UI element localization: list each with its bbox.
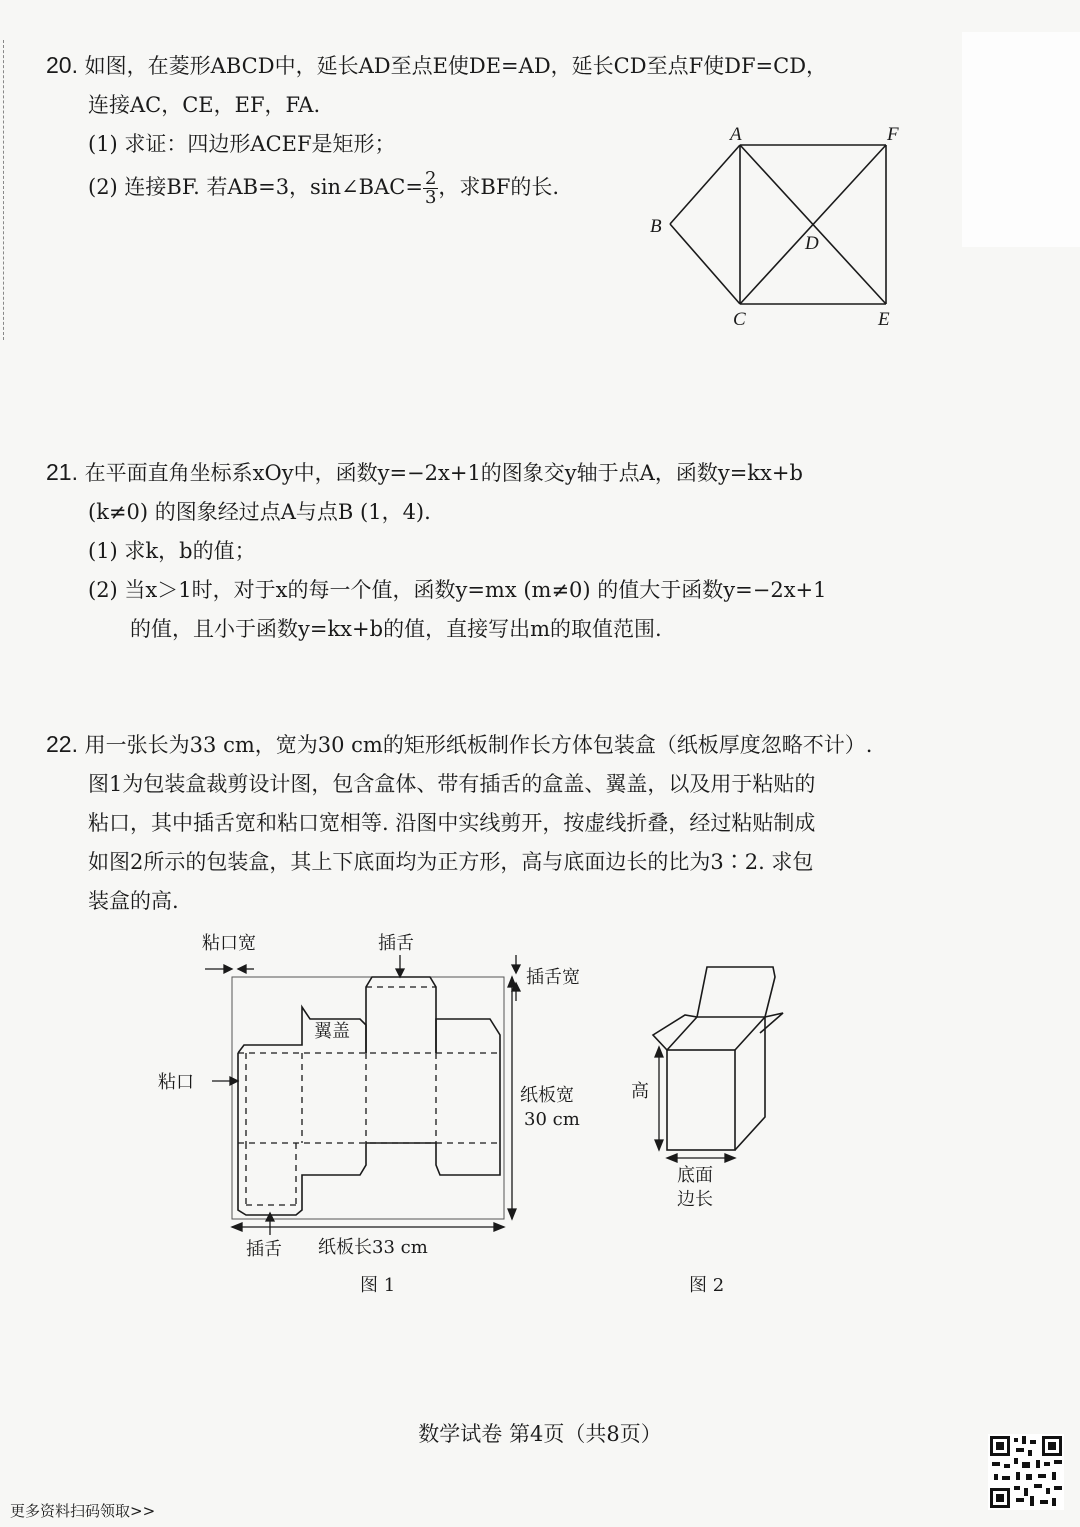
label-glue: 粘口 <box>158 1072 194 1093</box>
figure-1-box-net <box>150 925 620 1305</box>
q21-stem-2: (k≠0) 的图象经过点A与点B (1，4). <box>88 500 431 524</box>
q22-stem-1: 用一张长为33 cm，宽为30 cm的矩形纸板制作长方体包装盒（纸板厚度忽略不计）. <box>84 733 873 757</box>
corner-promo-text: 更多资料扫码领取>> <box>10 1502 156 1520</box>
glue-pointer-head <box>230 1077 238 1085</box>
q20-part-2-a: (2) 连接BF. 若AB=3，sin∠BAC= <box>88 175 423 199</box>
q21-line1 <box>46 453 906 493</box>
q22-stem-2: 图1为包装盒裁剪设计图，包含盒体、带有插舌的盒盖、翼盖，以及用于粘贴的 <box>88 772 816 796</box>
base-arrow-left <box>667 1154 677 1162</box>
length-arrow-left <box>232 1223 242 1231</box>
bottom-left-flap-outline <box>238 1143 436 1215</box>
q21-stem-1: 在平面直角坐标系xOy中，函数y=−2x+1的图象交y轴于点A，函数y=kx+b <box>84 461 803 485</box>
label-tongue-bottom: 插舌 <box>246 1239 282 1260</box>
glue-width-head-2 <box>238 965 246 973</box>
wing-flap-right-outline <box>436 1019 500 1053</box>
tongue-width-head-1 <box>512 965 520 973</box>
question-22 <box>46 725 906 921</box>
length-arrow-right <box>494 1223 504 1231</box>
label-height: 高 <box>631 1081 649 1102</box>
label-F: F <box>887 124 899 145</box>
segment-BC <box>670 224 740 304</box>
figure-1-caption: 图 1 <box>360 1275 396 1296</box>
tongue-pointer-top-head <box>396 969 404 977</box>
q20-part-1: (1) 求证：四边形ACEF是矩形； <box>88 132 396 156</box>
qr-code-icon[interactable] <box>988 1434 1064 1510</box>
box-right-wing <box>760 1013 783 1033</box>
question-21 <box>46 453 906 649</box>
page-footer: 数学试卷 第4页（共8页） <box>418 1422 662 1446</box>
q20-stem-1: 如图，在菱形ABCD中，延长AD至点E使DE=AD，延长CD至点F使DF=CD， <box>84 54 828 78</box>
q20-stem-2: 连接AC，CE，EF，FA. <box>88 93 321 117</box>
label-glue-width: 粘口宽 <box>202 933 256 954</box>
label-C: C <box>733 309 746 330</box>
glue-width-head-1 <box>224 965 232 973</box>
box-lid-open <box>697 967 775 1017</box>
box-left-wing <box>653 1015 697 1050</box>
board-outline <box>232 977 504 1219</box>
width-arrow-bottom <box>508 1209 516 1219</box>
fraction-denominator: 3 <box>424 187 437 208</box>
label-base-2: 边长 <box>677 1189 713 1210</box>
top-tongue-outline <box>366 977 436 1053</box>
label-E: E <box>878 309 890 330</box>
segment-BA <box>670 145 740 224</box>
sin-fraction <box>423 170 438 207</box>
q20-number: 20. <box>46 52 78 78</box>
label-board-length: 纸板长33 cm <box>318 1237 428 1258</box>
q22-stem-3: 粘口，其中插舌宽和粘口宽相等. 沿图中实线剪开，按虚线折叠，经过粘贴制成 <box>88 811 816 835</box>
q21-part-1: (1) 求k，b的值； <box>88 539 256 563</box>
bottom-right-flap-outline <box>436 1053 500 1175</box>
base-arrow-right <box>725 1154 735 1162</box>
q21-number: 21. <box>46 459 78 485</box>
label-tongue-width: 插舌宽 <box>526 967 580 988</box>
q21-part-2-a: (2) 当x＞1时，对于x的每一个值，函数y=mx (m≠0) 的值大于函数y=−2x+1 <box>88 578 827 602</box>
fraction-numerator: 2 <box>424 168 437 189</box>
label-base-1: 底面 <box>677 1165 713 1186</box>
label-wing: 翼盖 <box>314 1021 350 1042</box>
label-board-width: 纸板宽 <box>520 1085 574 1106</box>
figure-2-box <box>625 955 795 1300</box>
q22-stem-5: 装盒的高. <box>88 889 179 913</box>
left-binding-line <box>3 40 4 340</box>
rhombus-rectangle-figure <box>640 118 910 333</box>
figure-2-caption: 图 2 <box>689 1275 725 1296</box>
scan-shade <box>962 32 1080 247</box>
label-board-width-value: 30 cm <box>524 1109 580 1130</box>
box-side-face <box>735 1017 765 1150</box>
tongue-pointer-bottom-head <box>266 1213 274 1221</box>
height-arrow-bottom <box>655 1140 663 1150</box>
box-front-face <box>667 1050 735 1150</box>
q22-stem-4: 如图2所示的包装盒，其上下底面均为正方形，高与底面边长的比为3∶2. 求包 <box>88 850 814 874</box>
q20-line1 <box>46 46 906 86</box>
label-D: D <box>805 233 819 254</box>
label-B: B <box>650 216 662 237</box>
q22-number: 22. <box>46 731 78 757</box>
label-A: A <box>730 124 742 145</box>
height-arrow-top <box>655 1047 663 1057</box>
q20-part-2-b: ，求BF的长. <box>438 175 560 199</box>
q22-line1 <box>46 725 906 765</box>
q21-part-2-b: 的值，且小于函数y=kx+b的值，直接写出m的取值范围. <box>130 617 662 641</box>
label-tongue-top: 插舌 <box>378 933 414 954</box>
